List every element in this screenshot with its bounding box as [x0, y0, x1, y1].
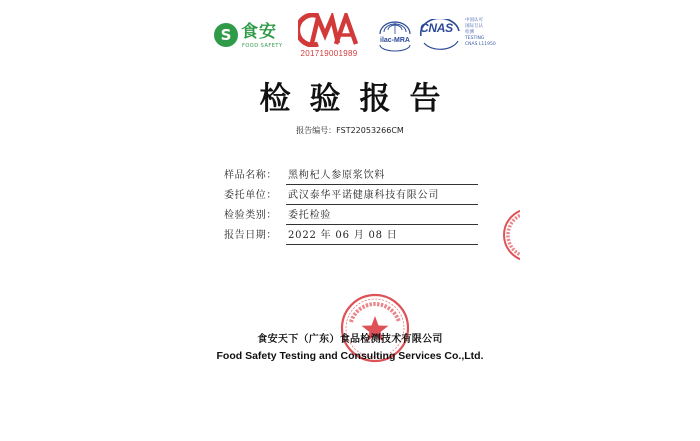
field-report-date [224, 228, 478, 246]
field-value: 武汉泰华平诺健康科技有限公司 [286, 188, 478, 205]
field-test-type [224, 208, 478, 226]
partial-seal-icon [500, 207, 520, 263]
report-title: 检验报告 [259, 81, 460, 117]
cma-logo [298, 13, 360, 59]
field-value: 委托检验 [286, 208, 478, 225]
field-label: 样品名称： [224, 170, 277, 181]
field-label: 检验类别： [224, 210, 277, 221]
food-safety-logo [214, 20, 294, 54]
field-value: 2022 年 06 月 08 日 [286, 228, 478, 245]
field-client [224, 188, 478, 206]
cnas-side-line: 中国认可 [465, 18, 483, 23]
cnas-side-line: 国际互认 [465, 24, 483, 29]
cnas-side-text [465, 18, 496, 48]
cnas-wordmark: CNAS [420, 21, 453, 35]
cma-number: 201719001989 [300, 49, 358, 58]
svg-text:ilac-MRA: ilac-MRA [380, 37, 410, 44]
food-safety-s-icon: S [214, 23, 238, 47]
food-safety-en-text: FOOD SAFETY [242, 43, 283, 49]
food-safety-cn-text: 食安 [241, 22, 277, 42]
field-value: 黑枸杞人参原浆饮料 [286, 168, 478, 185]
cnas-side-line: CNAS L11950 [465, 42, 496, 47]
cnas-side-line: 检测 [465, 30, 474, 35]
field-sample-name [224, 168, 478, 186]
issuer-name-en: Food Safety Testing and Consulting Services Co.,Ltd. [216, 350, 484, 362]
issuer-name-cn: 食安天下（广东）食品检测技术有限公司 [257, 334, 443, 345]
cma-mark-icon [298, 13, 360, 47]
report-number: 报告编号：FST22053266CM [296, 126, 404, 135]
cnas-side-line: TESTING [465, 36, 485, 41]
field-label: 委托单位： [224, 190, 277, 201]
ilac-mra-logo-icon [376, 20, 414, 52]
field-label: 报告日期： [224, 230, 277, 241]
